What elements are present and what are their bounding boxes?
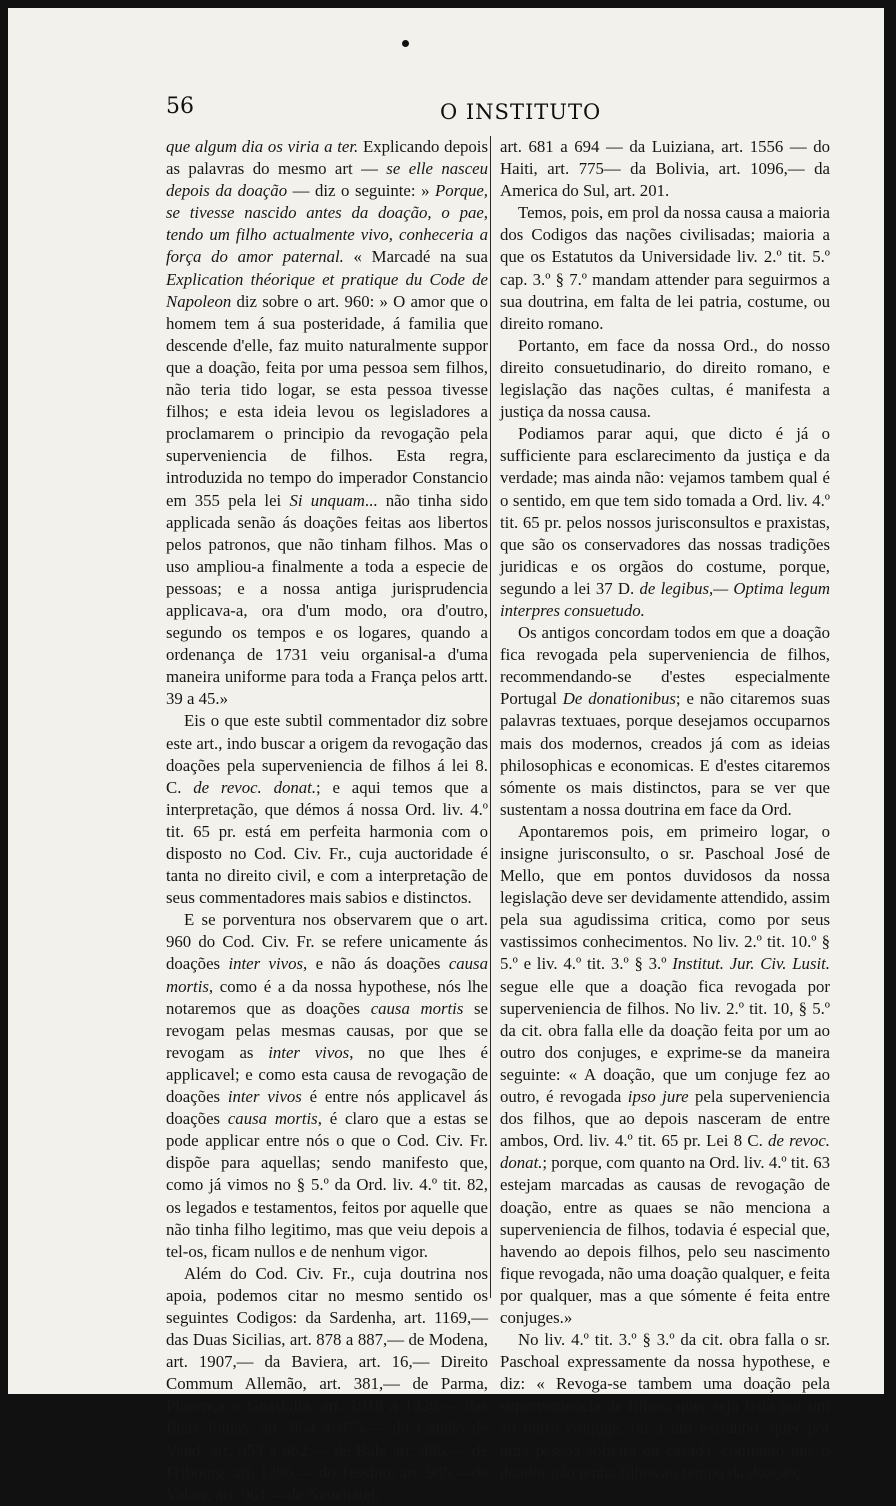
- page-number: 56: [166, 94, 194, 119]
- ink-dot: [402, 40, 409, 47]
- paragraph: Temos, pois, em prol da nossa causa a maioria dos Codigos das nações civilisadas; maioria a que os Estatutos da Universidade liv. 2.º tit. 5.º cap. 3.º § 7.º mandam attender para seguirmos a sua doutrina, em falta de lei patria, costume, ou direito romano.: [500, 203, 830, 333]
- paragraph: No liv. 4.º tit. 3.º § 3.º da cit. obra falla o sr. Paschoal expressamente da nossa hypothese, e diz: « Revoga-se tambem uma doação pela superveniencia de filhos, quer seja feita por um ao outro conjuge, ou a um extranho, quer por uma pessoa solteira ou casada, comtanto que o doador não tenha filhos ao tempo da doação;: [500, 1330, 830, 1482]
- paragraph: Os antigos concordam todos em que a doação fica revogada pela superveniencia de filhos, recommendando-se d'estes especialmente Portugal De donationibus; e não citaremos suas palavras textuaes, porque desejamos occuparnos mais dos modernos, creados já com as ideias philosophicas e economicas. E d'estes citaremos sómente os mais distinctos, para se ver que sustentam a nossa doutrina em face da Ord.: [500, 623, 831, 819]
- paragraph: art. 681 a 694 — da Luiziana, art. 1556 — do Haiti, art. 775— da Bolivia, art. 1096,— da America do Sul, art. 201.: [500, 137, 830, 201]
- paragraph: Apontaremos pois, em primeiro logar, o insigne jurisconsulto, o sr. Paschoal José de Mello, que em pontos duvidosos da nossa legislação deve ser devidamente attendido, assim pela sua agudissima critica, como por seus vastissimos conhecimentos. No liv. 2.º tit. 10.º § 5.º e liv. 4.º tit. 3.º § 3.º Institut. Jur. Civ. Lusit. segue elle que a doação fica revogada por superveniencia de filhos. No liv. 2.º tit. 10, § 5.º da cit. obra falla elle da doação feita por um ao outro dos conjuges, e exprime-se da maneira seguinte: « A doação, que um conjuge fez ao outro, é revogada ipso jure pela superveniencia dos filhos, que ao depois nasceram de entre ambos, Ord. liv. 4.º tit. 65 pr. Lei 8 C. de revoc. donat.; porque, com quanto na Ord. liv. 4.º tit. 63 estejam marcadas as causas de revogação de doação, entre as quaes se não menciona a superveniencia de filhos, todavia é especial que, havendo ao depois filhos, pelo seu nascimento fique revogada, não uma doação qualquer, e feita por qualquer, mas a que sómente é feita entre conjuges.»: [500, 821, 831, 1327]
- paragraph: Além do Cod. Civ. Fr., cuja doutrina nos apoia, podemos citar no mesmo sentido os seguintes Codigos: da Sardenha, art. 1169,— das Duas Sicilias, art. 878 a 887,— de Modena, art. 1907,— da Baviera, art. 16,— Direito Commum Allemão, art. 381,— de Parma, Placença e Guastalla, art. 1918 a 1926,— das Ilhas Jonias, art. 864 a 875,— do Cantão de Vaud, art. 953 a 962,— de Bale art. 486,— de Fribourg, art. 1396 — do Tessino, art. 985,—de Valais, art. 961,—de Neuchatel,: [166, 1263, 488, 1504]
- document-page: [8, 8, 884, 1504]
- paragraph: Podiamos parar aqui, que dicto é já o sufficiente para esclarecimento da justiça e da verdade; mas ainda não: vejamos tambem qual é o sentido, em que tem sido tomada a Ord. liv. 4.º tit. 65 pr. pelos nossos jurisconsultos e praxistas, que são os conservadores das nossas tradições juridicas e os orgãos do costume, porque, segundo a lei 37 D. de legibus,— Optima legum interpres consuetudo.: [500, 424, 831, 620]
- paragraph: Portanto, em face da nossa Ord., do nosso direito consuetudinario, do direito romano, e legislação das nações cultas, é manifesta a justiça da nossa causa.: [500, 335, 830, 422]
- paragraph: E se porventura nos observarem que o art. 960 do Cod. Civ. Fr. se refere unicamente ás doações inter vivos, e não ás doações causa mortis, como é a da nossa hypothese, nós lhe notaremos que as doações causa mortis se revogam pelas mesmas causas, por que se revogam as inter vivos, no que lhes é applicavel; e como esta causa de revogação de doações inter vivos é entre nós applicavel ás doações causa mortis, é claro que a estas se pode applicar entre nós o que o Cod. Civ. Fr. dispõe para aquellas; sendo manifesto que, como já vimos no § 5.º da Ord. liv. 4.º tit. 82, os legados e testamentos, feitos por aquelle que não tinha filho legitimo, mas que veiu depois a tel-os, ficam nullos e de nenhum vigor.: [166, 910, 488, 1261]
- paragraph: que algum dia os viria a ter. Explicando depois as palavras do mesmo art — se elle nasceu depois da doação — diz o seguinte: » Porque, se tivesse nascido antes da doação, o pae, tendo um filho actualmente vivo, conheceria a força do amor paternal. « Marcadé na sua Explication théorique et pratique du Code de Napoleon diz sobre o art. 960: » O amor que o homem tem á sua posteridade, á familia que descende d'elle, faz muito naturalmente suppor que a doação, feita por uma pessoa sem filhos, não teria tido logar, se esta pessoa tivesse filhos; e esta ideia levou os legisladores a proclamarem o principio da revogação pela superveniencia de filhos. Esta regra, introduzida no tempo do imperador Constancio em 355 pela lei Si unquam... não tinha sido applicada senão ás doações feitas aos libertos pelos patronos, que não tinham filhos. Mas o uso ampliou-a finalmente a toda a especie de pessoas; e a nossa antiga jurisprudencia applicava-a, ora d'um modo, ora d'outro, segundo os tempos e os logares, quando a ordenança de 1731 veiu organisal-a d'uma maneira uniforme para toda a França pelos artt. 39 a 45.»: [166, 137, 488, 709]
- left-column: [166, 136, 488, 1506]
- paragraph: Eis o que este subtil commentador diz sobre este art., indo buscar a origem da revogação das doações pela superveniencia de filhos á lei 8. C. de revoc. donat.; e aqui temos que a interpretação, que démos á nossa Ord. liv. 4.º tit. 65 pr. está em perfeita harmonia com o disposto no Cod. Civ. Fr., cuja auctoridade é tanta no direito civil, e com a interpretação de seus commentadores mais sabios e distinctos.: [166, 711, 488, 908]
- column-rule: [490, 136, 491, 1298]
- running-head: O INSTITUTO: [440, 100, 602, 124]
- right-column: [500, 136, 830, 1484]
